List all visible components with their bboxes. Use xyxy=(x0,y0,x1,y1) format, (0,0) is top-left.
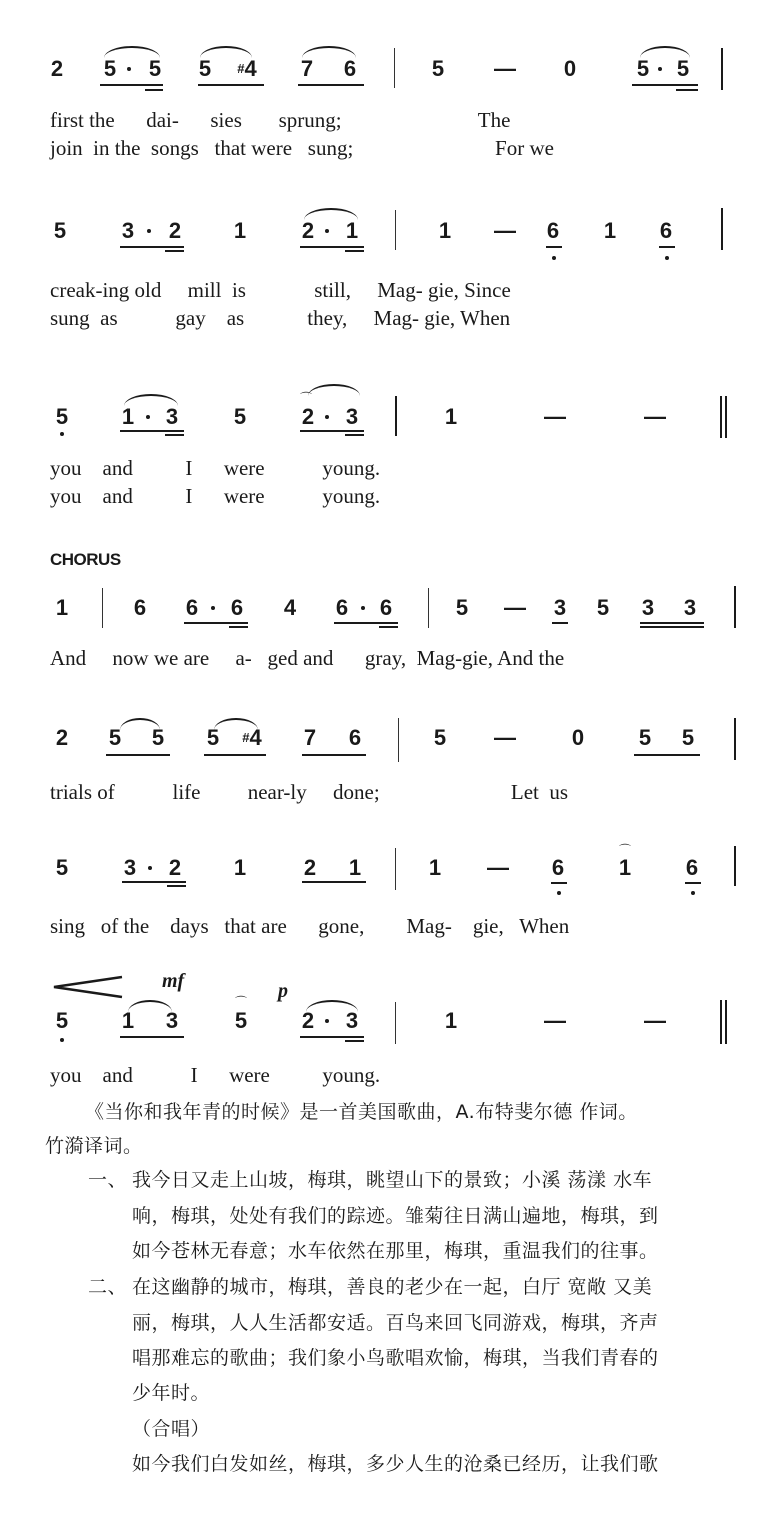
note: 1 xyxy=(603,218,617,243)
underline xyxy=(640,622,704,624)
underline xyxy=(552,622,568,624)
underline xyxy=(122,881,186,883)
low-octave-dot xyxy=(665,256,669,260)
note: #4 xyxy=(237,56,257,81)
note: 1 xyxy=(233,855,247,880)
dot xyxy=(211,606,215,610)
note: 5 xyxy=(431,56,445,81)
underline xyxy=(546,246,562,248)
bar-line xyxy=(721,48,723,90)
slur xyxy=(120,718,160,730)
note: 2 xyxy=(168,218,182,243)
low-octave-dot xyxy=(552,256,556,260)
dynamic-p: p xyxy=(278,980,288,1002)
chorus-line: 如今我们白发如丝，梅琪，多少人生的沧桑已经历，让我们歌 xyxy=(132,1453,659,1475)
note: 0 xyxy=(563,56,577,81)
note: 1 xyxy=(233,218,247,243)
underline xyxy=(345,1040,364,1042)
note: #4 xyxy=(242,725,262,750)
lyric-line: sung as gay as they, Mag- gie, When xyxy=(50,306,511,330)
underline xyxy=(659,246,675,248)
note: 5 xyxy=(108,725,122,750)
bar-line xyxy=(395,396,397,436)
verse-label: 一、 xyxy=(88,1169,128,1191)
slur xyxy=(200,46,252,58)
note: 3 xyxy=(641,595,655,620)
note: 3 xyxy=(121,218,135,243)
note: 5 xyxy=(55,1008,69,1033)
note: 6 xyxy=(379,595,393,620)
note: 6 xyxy=(335,595,349,620)
bar-line xyxy=(398,718,399,762)
verse-line: 少年时。 xyxy=(132,1382,211,1404)
underline xyxy=(120,1036,184,1038)
note: 3 xyxy=(165,404,179,429)
fermata-icon: ⌒ xyxy=(234,995,248,1009)
note: 1 xyxy=(444,1008,458,1033)
extension-dash: — xyxy=(644,1008,666,1033)
note: 6 xyxy=(685,855,699,880)
dot xyxy=(127,67,131,71)
double-bar-line xyxy=(720,396,722,438)
note: 4 xyxy=(283,595,297,620)
fermata-icon: ⌒ xyxy=(618,843,632,857)
note: 3 xyxy=(345,1008,359,1033)
note: 2 xyxy=(55,725,69,750)
bar-line xyxy=(734,586,736,628)
underline xyxy=(302,754,366,756)
note: 5 xyxy=(103,56,117,81)
extension-dash: — xyxy=(644,404,666,429)
slur xyxy=(128,1000,172,1012)
slur xyxy=(304,208,358,220)
underline xyxy=(685,882,701,884)
dot xyxy=(147,229,151,233)
underline xyxy=(165,434,184,436)
lyric-line: first the dai- sies sprung; The xyxy=(50,108,511,132)
note: 5 xyxy=(234,1008,248,1033)
underline xyxy=(145,89,163,91)
extension-dash: — xyxy=(494,56,516,81)
note: 5 xyxy=(148,56,162,81)
underline xyxy=(298,84,364,86)
dot xyxy=(146,415,150,419)
dot xyxy=(361,606,365,610)
note: 3 xyxy=(553,595,567,620)
dot xyxy=(325,229,329,233)
bar-line xyxy=(428,588,429,628)
intro-line: 竹漪译词。 xyxy=(45,1135,143,1157)
underline xyxy=(634,754,700,756)
underline xyxy=(165,250,184,252)
note: 6 xyxy=(659,218,673,243)
note: 6 xyxy=(185,595,199,620)
dynamic-mf: mf xyxy=(162,970,185,992)
underline xyxy=(379,626,398,628)
note: 2 xyxy=(301,218,315,243)
note: 5 xyxy=(636,56,650,81)
underline xyxy=(300,246,364,248)
underline xyxy=(302,881,366,883)
extension-dash: — xyxy=(487,855,509,880)
note: 6 xyxy=(133,595,147,620)
dot xyxy=(325,415,329,419)
note: 5 xyxy=(638,725,652,750)
double-bar-line xyxy=(725,396,727,438)
note: 2 xyxy=(301,1008,315,1033)
lyric-line: creak-ing old mill is still, Mag- gie, Since xyxy=(50,278,511,302)
slur xyxy=(306,1000,358,1012)
dot xyxy=(325,1019,329,1023)
note: 2 xyxy=(168,855,182,880)
slur xyxy=(104,46,160,58)
bar-line xyxy=(734,718,736,760)
note: 7 xyxy=(300,56,314,81)
low-octave-dot xyxy=(691,891,695,895)
low-octave-dot xyxy=(60,432,64,436)
underline xyxy=(551,882,567,884)
extension-dash: — xyxy=(494,218,516,243)
note: 5 xyxy=(433,725,447,750)
underline xyxy=(334,622,398,624)
note: 6 xyxy=(546,218,560,243)
note: 1 xyxy=(121,404,135,429)
lyric-line: sing of the days that are gone, Mag- gie, When xyxy=(50,914,570,938)
note: 5 xyxy=(455,595,469,620)
note: 6 xyxy=(551,855,565,880)
slur xyxy=(124,394,178,406)
note: 0 xyxy=(571,725,585,750)
underline xyxy=(106,754,170,756)
note: 3 xyxy=(683,595,697,620)
underline xyxy=(300,430,364,432)
double-bar-line xyxy=(720,1000,722,1044)
note: 2 xyxy=(50,56,64,81)
bar-line xyxy=(395,1002,396,1044)
note: 3 xyxy=(123,855,137,880)
extension-dash: — xyxy=(494,725,516,750)
note: 1 xyxy=(121,1008,135,1033)
underline xyxy=(345,434,364,436)
note: 3 xyxy=(165,1008,179,1033)
underline xyxy=(100,84,163,86)
note: 1 xyxy=(348,855,362,880)
dot xyxy=(658,67,662,71)
note: 5 xyxy=(198,56,212,81)
double-bar-line xyxy=(725,1000,727,1044)
lyric-line: And now we are a- ged and gray, Mag-gie, And the xyxy=(50,646,565,670)
lyric-line: you and I were young. xyxy=(50,1063,381,1087)
chorus-label: （合唱） xyxy=(132,1418,211,1440)
underline xyxy=(204,754,266,756)
note: 5 xyxy=(53,218,67,243)
note: 5 xyxy=(55,404,69,429)
verse-label: 二、 xyxy=(88,1276,128,1298)
verse-line: 我今日又走上山坡，梅琪，眺望山下的景致；小溪 荡漾 水车 xyxy=(132,1169,653,1191)
underline xyxy=(120,246,184,248)
note: 5 xyxy=(681,725,695,750)
slur xyxy=(302,46,356,58)
lyric-line: trials of life near-ly done; Let us xyxy=(50,780,569,804)
note: 1 xyxy=(618,855,632,880)
bar-line xyxy=(721,208,723,250)
underline xyxy=(345,250,364,252)
lyric-line: you and I were young. xyxy=(50,484,381,508)
note: 7 xyxy=(303,725,317,750)
lyric-line: you and I were young. xyxy=(50,456,381,480)
note: 2 xyxy=(301,404,315,429)
bar-line xyxy=(394,48,395,88)
extension-dash: — xyxy=(544,1008,566,1033)
note: 3 xyxy=(345,404,359,429)
note: 1 xyxy=(444,404,458,429)
note: 6 xyxy=(348,725,362,750)
section-label: CHORUS xyxy=(50,550,121,569)
note: 5 xyxy=(55,855,69,880)
underline xyxy=(229,626,248,628)
underline xyxy=(632,84,698,86)
note: 5 xyxy=(596,595,610,620)
low-octave-dot xyxy=(557,891,561,895)
verse-line: 唱那难忘的歌曲；我们象小鸟歌唱欢愉，梅琪，当我们青春的 xyxy=(132,1347,659,1369)
underline xyxy=(167,885,186,887)
verse-line: 在这幽静的城市，梅琪，善良的老少在一起，白厅 宽敞 又美 xyxy=(132,1276,653,1298)
underline xyxy=(184,622,248,624)
note: 1 xyxy=(55,595,69,620)
note: 5 xyxy=(676,56,690,81)
intro-line: 《当你和我年青的时候》是一首美国歌曲，A.布特斐尔德 作词。 xyxy=(85,1101,638,1123)
note: 5 xyxy=(233,404,247,429)
note: 6 xyxy=(343,56,357,81)
underline xyxy=(676,89,698,91)
slur xyxy=(214,718,258,730)
note: 5 xyxy=(151,725,165,750)
note: 1 xyxy=(345,218,359,243)
fermata-icon: ⌒ xyxy=(299,391,313,405)
lyric-line: join in the songs that were sung; For we xyxy=(50,136,554,160)
note: 2 xyxy=(303,855,317,880)
verse-line: 如今苍林无春意；水车依然在那里，梅琪，重温我们的往事。 xyxy=(132,1240,659,1262)
note: 1 xyxy=(428,855,442,880)
underline xyxy=(120,430,184,432)
dot xyxy=(148,866,152,870)
bar-line xyxy=(395,210,396,250)
extension-dash: — xyxy=(544,404,566,429)
crescendo-hairpin-icon xyxy=(52,975,124,999)
underline xyxy=(300,1036,364,1038)
low-octave-dot xyxy=(60,1038,64,1042)
extension-dash: — xyxy=(504,595,526,620)
note: 1 xyxy=(438,218,452,243)
bar-line xyxy=(395,848,396,890)
verse-line: 丽，梅琪，人人生活都安适。百鸟来回飞同游戏，梅琪，齐声 xyxy=(132,1312,659,1334)
note: 6 xyxy=(230,595,244,620)
bar-line xyxy=(734,846,736,886)
verse-line: 响，梅琪，处处有我们的踪迹。雏菊往日满山遍地，梅琪，到 xyxy=(132,1205,659,1227)
slur xyxy=(308,384,360,396)
slur xyxy=(640,46,690,58)
note: 5 xyxy=(206,725,220,750)
bar-line xyxy=(102,588,103,628)
underline xyxy=(640,626,704,628)
underline xyxy=(198,84,264,86)
